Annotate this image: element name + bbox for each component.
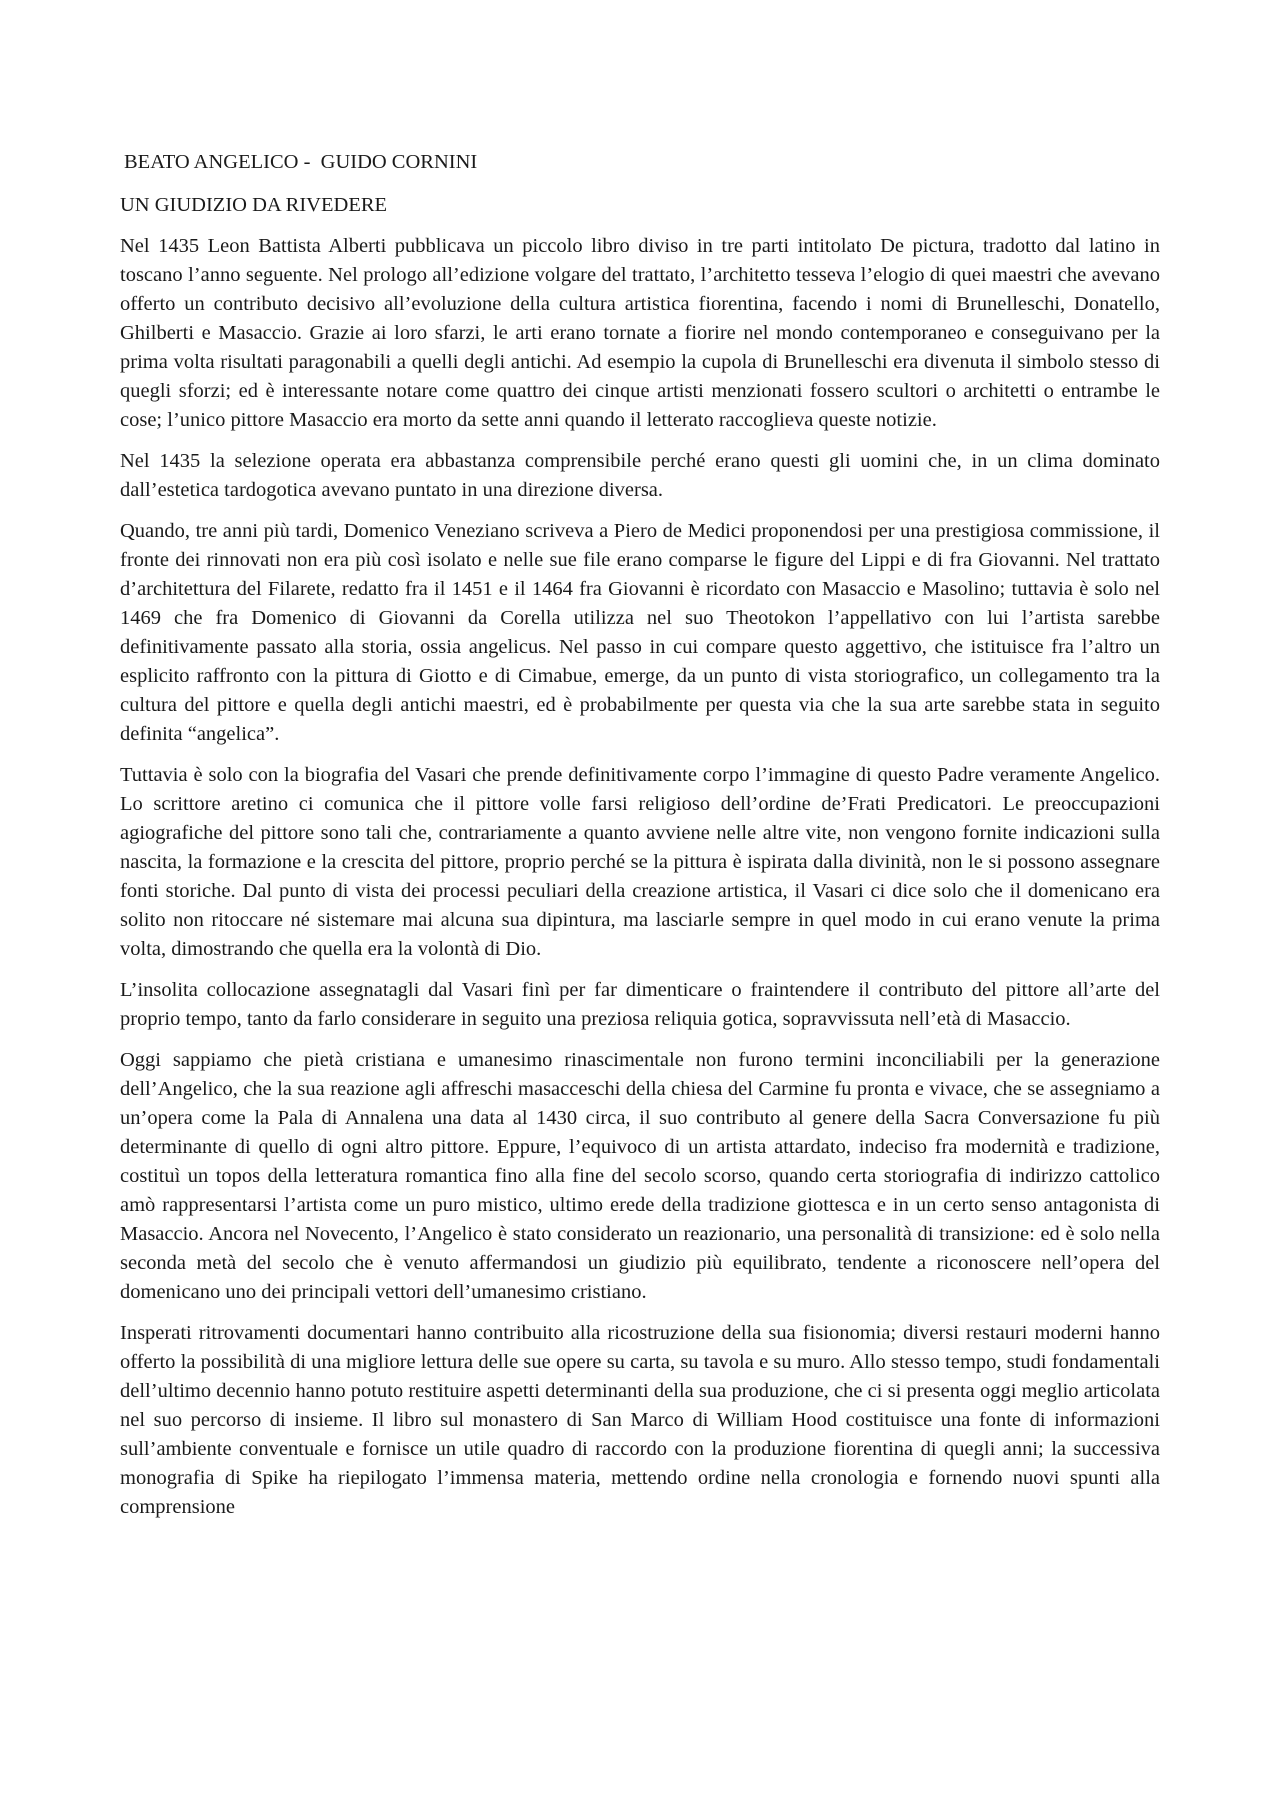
document-body xyxy=(120,148,1160,1534)
paragraph: Nel 1435 Leon Battista Alberti pubblicava un piccolo libro diviso in tre parti intitolato De pictura, tradotto dal latino in toscano l’anno seguente. Nel prologo all’edizione volgare del trattato, l’architetto tesseva l’elogio di quei maestri che avevano offerto un contributo decisivo all’evoluzione della cultura artistica fiorentina, facendo i nomi di Brunelleschi, Donatello, Ghilberti e Masaccio. Grazie ai loro sfarzi, le arti erano tornate a fiorire nel mondo contemporaneo e conseguivano per la prima volta risultati paragonabili a quelli degli antichi. Ad esempio la cupola di Brunelleschi era divenuta il simbolo stesso di quegli sforzi; ed è interessante notare come quattro dei cinque artisti menzionati fossero scultori o architetti o entrambe le cose; l’unico pittore Masaccio era morto da sette anni quando il letterato raccoglieva queste notizie. xyxy=(120,235,1160,431)
paragraph: Quando, tre anni più tardi, Domenico Veneziano scriveva a Piero de Medici proponendosi per una prestigiosa commissione, il fronte dei rinnovati non era più così isolato e nelle sue file erano comparse le figure del Lippi e di fra Giovanni. Nel trattato d’architettura del Filarete, redatto fra il 1451 e il 1464 fra Giovanni è ricordato con Masaccio e Masolino; tuttavia è solo nel 1469 che fra Domenico di Giovanni da Corella utilizza nel suo Theotokon l’appellativo con lui l’artista sarebbe definitivamente passato alla storia, ossia angelicus. Nel passo in cui compare questo aggettivo, che istituisce fra l’altro un esplicito raffronto con la pittura di Giotto e di Cimabue, emerge, da un punto di vista storiografico, un collegamento tra la cultura del pittore e quella degli antichi maestri, ed è probabilmente per questa via che la sua arte sarebbe stata in seguito definita “angelica”. xyxy=(120,520,1160,745)
paragraph: Insperati ritrovamenti documentari hanno contribuito alla ricostruzione della sua fisionomia; diversi restauri moderni hanno offerto la possibilità di una migliore lettura delle sue opere su carta, su tavola e su muro. Allo stesso tempo, studi fondamentali dell’ultimo decennio hanno potuto restituire aspetti determinanti della sua produzione, che ci si presenta oggi meglio articolata nel suo percorso di insieme. Il libro sul monastero di San Marco di William Hood costituisce una fonte di informazioni sull’ambiente conventuale e fornisce un utile quadro di raccordo con la produzione fiorentina di quegli anni; la successiva monografia di Spike ha riepilogato l’immensa materia, mettendo ordine nella cronologia e fornendo nuovi spunti alla comprensione xyxy=(120,1322,1160,1518)
paragraph: L’insolita collocazione assegnatagli dal Vasari finì per far dimenticare o fraintendere il contributo del pittore all’arte del proprio tempo, tanto da farlo considerare in seguito una preziosa reliquia gotica, sopravvissuta nell’età di Masaccio. xyxy=(120,979,1160,1030)
document-subtitle: UN GIUDIZIO DA RIVEDERE xyxy=(120,194,388,216)
paragraph: Nel 1435 la selezione operata era abbastanza comprensibile perché erano questi gli uomini che, in un clima dominato dall’estetica tardogotica avevano puntato in una direzione diversa. xyxy=(120,450,1160,501)
document-title: BEATO ANGELICO - GUIDO CORNINI xyxy=(124,151,478,173)
paragraph: Oggi sappiamo che pietà cristiana e umanesimo rinascimentale non furono termini inconciliabili per la generazione dell’Angelico, che la sua reazione agli affreschi masacceschi della chiesa del Carmine fu pronta e vivace, che se assegniamo a un’opera come la Pala di Annalena una data al 1430 circa, il suo contributo al genere della Sacra Conversazione fu più determinante di quello di ogni altro pittore. Eppure, l’equivoco di un artista attardato, indeciso fra modernità e tradizione, costituì un topos della letteratura romantica fino alla fine del secolo scorso, quando certa storiografia di indirizzo cattolico amò rappresentarsi l’artista come un puro mistico, ultimo erede della tradizione giottesca e in un certo senso antagonista di Masaccio. Ancora nel Novecento, l’Angelico è stato considerato un reazionario, una personalità di transizione: ed è solo nella seconda metà del secolo che è venuto affermandosi un giudizio più equilibrato, tendente a riconoscere nell’opera del domenicano uno dei principali vettori dell’umanesimo cristiano. xyxy=(120,1049,1160,1303)
paragraph: Tuttavia è solo con la biografia del Vasari che prende definitivamente corpo l’immagine di questo Padre veramente Angelico. Lo scrittore aretino ci comunica che il pittore volle farsi religioso dell’ordine de’Frati Predicatori. Le preoccupazioni agiografiche del pittore sono tali che, contrariamente a quanto avviene nelle altre vite, non vengono fornite indicazioni sulla nascita, la formazione e la crescita del pittore, proprio perché se la pittura è ispirata dalla divinità, non le si possono assegnare fonti storiche. Dal punto di vista dei processi peculiari della creazione artistica, il Vasari ci dice solo che il domenicano era solito non ritoccare né sistemare mai alcuna sua dipintura, ma lasciarle sempre in quel modo in cui erano venute la prima volta, dimostrando che quella era la volontà di Dio. xyxy=(120,764,1160,960)
